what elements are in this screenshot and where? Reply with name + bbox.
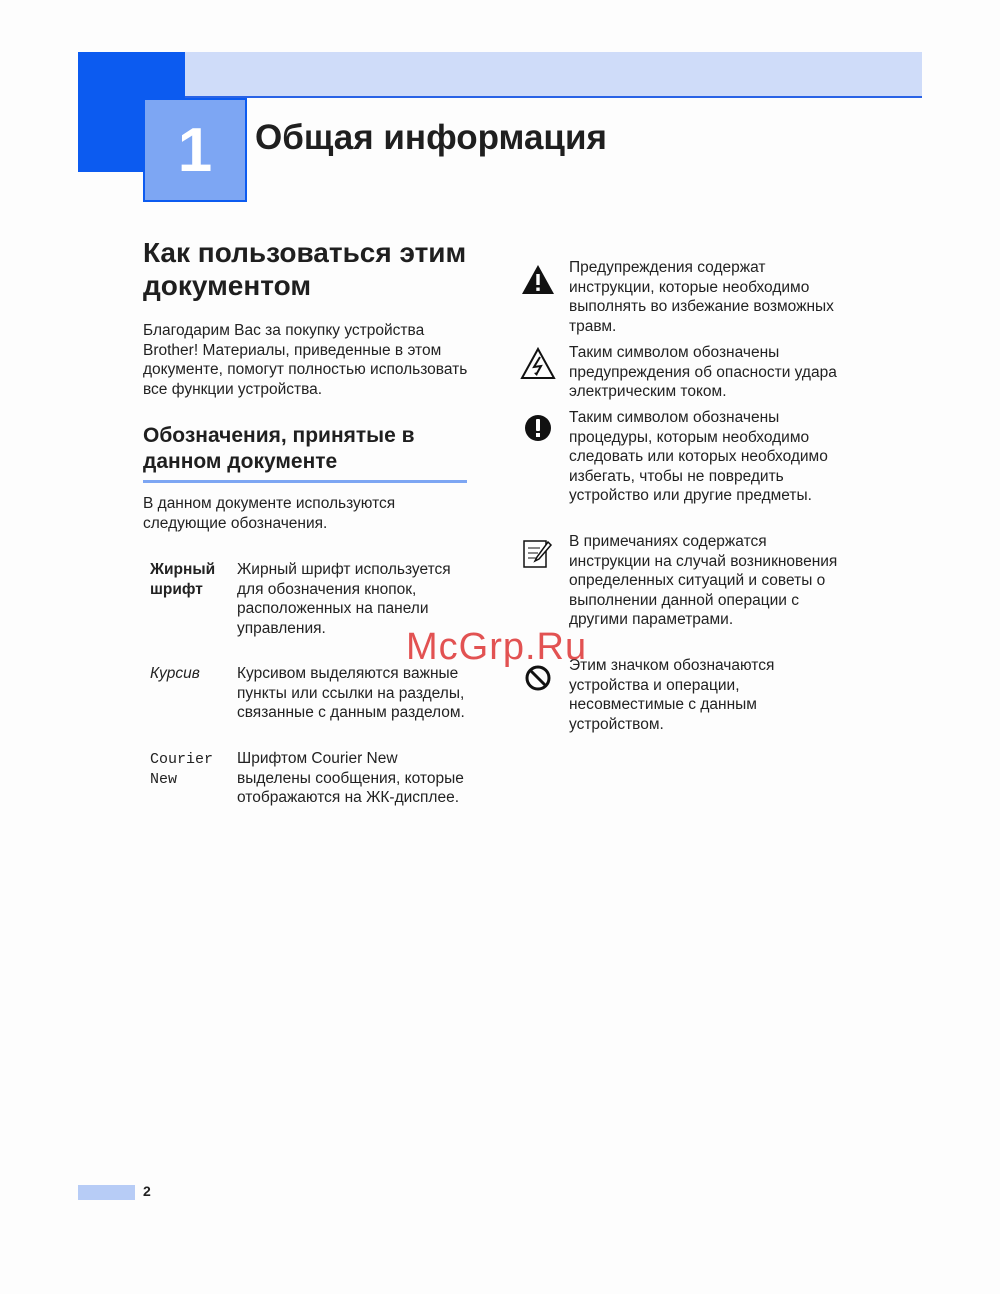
definition-courier: Шрифтом Courier New выделены сообщения, которые отображаются на ЖК-дисплее. <box>237 750 464 807</box>
definition-bold: Жирный шрифт используется для обозначения кнопок, расположенных на панели управления. <box>237 561 451 637</box>
section-heading-conventions: Обозначения, принятые в данном документе <box>143 423 467 483</box>
note-electric: Таким символом обозначены предупреждения об опасности удара электрическим током. <box>569 344 837 401</box>
footer-bar <box>78 1185 135 1200</box>
page-number: 2 <box>143 1183 151 1199</box>
note-pencil-icon <box>520 536 556 572</box>
term-bold: Жирный шрифт <box>150 561 216 598</box>
section-heading-how-to-use: Как пользоваться этим документом <box>143 237 467 301</box>
electric-hazard-icon <box>520 346 556 382</box>
note-caution: Таким символом обозначены процедуры, которым необходимо следовать или которых необходимо избегать, чтобы не повредить устройство или другие предметы. <box>569 409 828 505</box>
watermark: McGrp.Ru <box>406 626 588 668</box>
note-warning: Предупреждения содержат инструкции, которые необходимо выполнять во избежание возможных травм. <box>569 259 834 335</box>
caution-exclamation-icon <box>520 411 556 447</box>
conventions-intro-paragraph: В данном документе используются следующие обозначения. <box>143 495 396 532</box>
warning-triangle-icon <box>520 262 556 298</box>
term-courier: Courier New <box>150 751 214 788</box>
section-intro-paragraph: Благодарим Вас за покупку устройства Brother! Материалы, приведенные в этом документе, помогут полностью использовать все функции устройства. <box>143 322 468 398</box>
note-memo: В примечаниях содержатся инструкции на случай возникновения определенных ситуаций и советы о выполнении данной операции с другими параметрами. <box>569 533 838 629</box>
chapter-number: 1 <box>177 116 213 185</box>
note-prohibited: Этим значком обозначаются устройства и операции, несовместимые с данным устройством. <box>569 657 775 733</box>
chapter-title: Общая информация <box>255 118 607 157</box>
header-band <box>185 52 922 98</box>
chapter-number-box <box>143 98 247 202</box>
term-italic: Курсив <box>150 665 200 682</box>
definition-italic: Курсивом выделяются важные пункты или ссылки на разделы, связанные с данным разделом. <box>237 665 465 722</box>
